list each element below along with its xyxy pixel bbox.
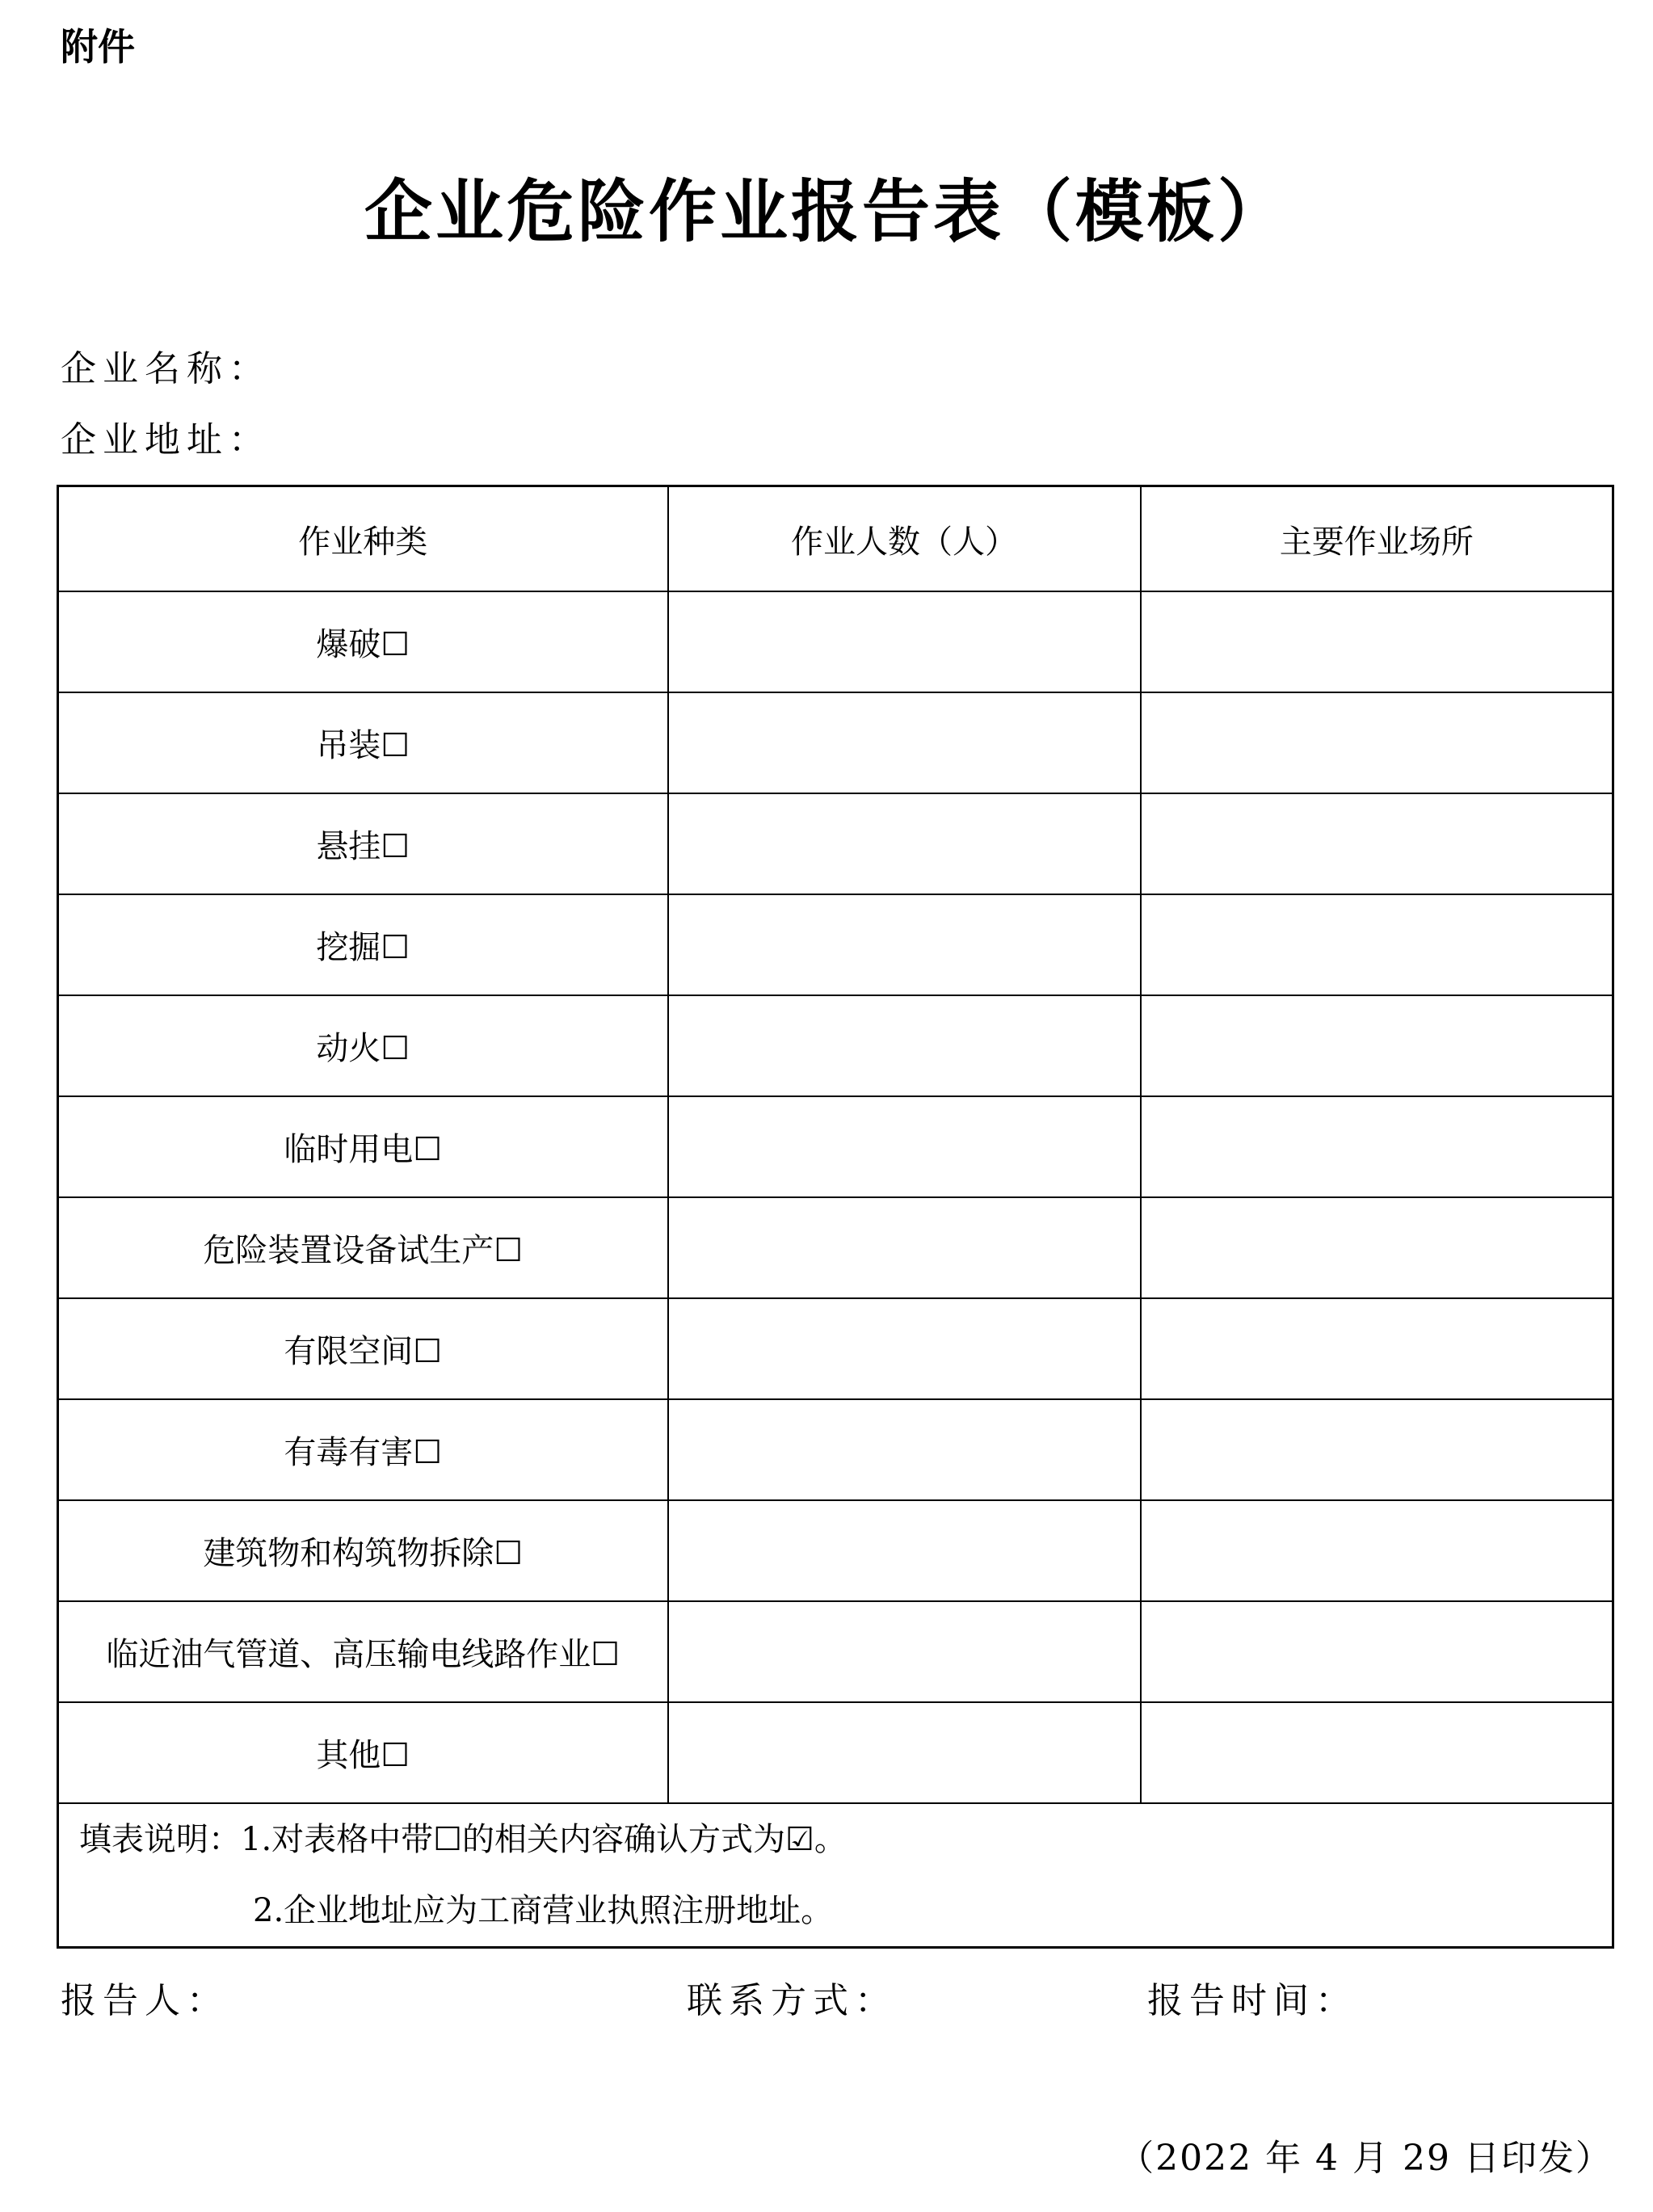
table-row xyxy=(58,591,1613,692)
notes-cell xyxy=(58,1803,1613,1948)
worker-count-cell[interactable] xyxy=(668,1096,1141,1197)
table-row xyxy=(58,1601,1613,1702)
work-type-cell[interactable]: 吊装☐ xyxy=(58,692,668,793)
worker-count-cell[interactable] xyxy=(668,1298,1141,1399)
main-site-cell[interactable] xyxy=(1141,591,1613,692)
work-type-cell[interactable]: 有限空间☐ xyxy=(58,1298,668,1399)
work-type-cell[interactable]: 危险装置设备试生产☐ xyxy=(58,1197,668,1298)
work-type-cell[interactable]: 动火☐ xyxy=(58,995,668,1096)
header-worker-count: 作业人数（人） xyxy=(668,486,1141,592)
main-site-cell[interactable] xyxy=(1141,1096,1613,1197)
table-row xyxy=(58,793,1613,894)
table-row xyxy=(58,1702,1613,1803)
worker-count-cell[interactable] xyxy=(668,995,1141,1096)
work-type-cell[interactable]: 悬挂☐ xyxy=(58,793,668,894)
work-type-cell[interactable]: 有毒有害☐ xyxy=(58,1399,668,1500)
header-main-site: 主要作业场所 xyxy=(1141,486,1613,592)
worker-count-cell[interactable] xyxy=(668,1197,1141,1298)
document-title: 企业危险作业报告表（模板） xyxy=(364,171,1289,251)
table-row xyxy=(58,894,1613,995)
company-name-field[interactable]: 企业名称： xyxy=(61,348,271,389)
main-site-cell[interactable] xyxy=(1141,1298,1613,1399)
worker-count-cell[interactable] xyxy=(668,793,1141,894)
reporter-field[interactable]: 报告人： xyxy=(61,1980,229,2021)
worker-count-cell[interactable] xyxy=(668,692,1141,793)
table-row xyxy=(58,1197,1613,1298)
worker-count-cell[interactable] xyxy=(668,1399,1141,1500)
main-site-cell[interactable] xyxy=(1141,692,1613,793)
table-row xyxy=(58,692,1613,793)
company-address-field[interactable]: 企业地址： xyxy=(61,419,271,460)
work-type-cell[interactable]: 爆破☐ xyxy=(58,591,668,692)
table-row xyxy=(58,1399,1613,1500)
work-type-cell[interactable]: 临时用电☐ xyxy=(58,1096,668,1197)
main-site-cell[interactable] xyxy=(1141,1500,1613,1601)
worker-count-cell[interactable] xyxy=(668,1702,1141,1803)
worker-count-cell[interactable] xyxy=(668,591,1141,692)
work-type-cell[interactable]: 临近油气管道、高压输电线路作业☐ xyxy=(58,1601,668,1702)
header-work-type: 作业种类 xyxy=(58,486,668,592)
annex-label: 附件 xyxy=(61,25,135,69)
main-site-cell[interactable] xyxy=(1141,1197,1613,1298)
worker-count-cell[interactable] xyxy=(668,1500,1141,1601)
report-table xyxy=(57,485,1614,1949)
work-type-cell[interactable]: 建筑物和构筑物拆除☐ xyxy=(58,1500,668,1601)
main-site-cell[interactable] xyxy=(1141,793,1613,894)
note-1: 填表说明：1.对表格中带☐的相关内容确认方式为☑。 xyxy=(79,1821,847,1858)
worker-count-cell[interactable] xyxy=(668,1601,1141,1702)
work-type-cell[interactable]: 其他☐ xyxy=(58,1702,668,1803)
worker-count-cell[interactable] xyxy=(668,894,1141,995)
contact-field[interactable]: 联系方式： xyxy=(687,1980,897,2021)
table-row xyxy=(58,1500,1613,1601)
issued-date-note: （2022 年 4 月 29 日印发） xyxy=(1118,2138,1613,2179)
main-site-cell[interactable] xyxy=(1141,995,1613,1096)
main-site-cell[interactable] xyxy=(1141,1702,1613,1803)
main-site-cell[interactable] xyxy=(1141,1601,1613,1702)
table-row xyxy=(58,1298,1613,1399)
work-type-cell[interactable]: 挖掘☐ xyxy=(58,894,668,995)
main-site-cell[interactable] xyxy=(1141,1399,1613,1500)
report-time-field[interactable]: 报告时间： xyxy=(1147,1980,1357,2021)
table-row xyxy=(58,995,1613,1096)
table-row xyxy=(58,1096,1613,1197)
main-site-cell[interactable] xyxy=(1141,894,1613,995)
notes-row xyxy=(58,1803,1613,1948)
note-2: 2.企业地址应为工商营业执照注册地址。 xyxy=(253,1892,834,1929)
table-header-row xyxy=(58,486,1613,592)
